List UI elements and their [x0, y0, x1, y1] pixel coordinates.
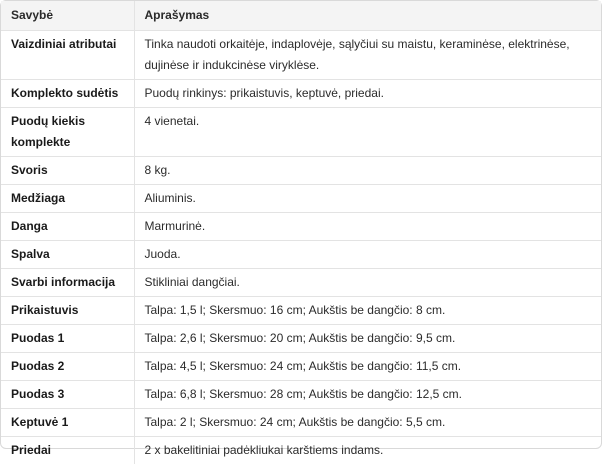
row-description: Marmurinė.	[134, 213, 601, 241]
table-row	[1, 353, 601, 381]
row-description: Aliuminis.	[134, 185, 601, 213]
row-description: 4 vienetai.	[134, 108, 601, 157]
table-row	[1, 437, 601, 464]
row-description: Tinka naudoti orkaitėje, indaplovėje, sąlyčiui su maistu, keraminėse, elektrinėse, dujinėse ir indukcinėse viryklėse.	[134, 31, 601, 80]
row-property: Svoris	[1, 157, 134, 185]
row-description: 2 x bakelitiniai padėkliukai karštiems indams.	[134, 437, 601, 464]
row-property: Puodas 1	[1, 325, 134, 353]
row-property: Vaizdiniai atributai	[1, 31, 134, 80]
table-row	[1, 269, 601, 297]
spec-table	[1, 1, 601, 464]
row-property: Danga	[1, 213, 134, 241]
row-property: Medžiaga	[1, 185, 134, 213]
header-property: Savybė	[1, 1, 134, 31]
header-description: Aprašymas	[134, 1, 601, 31]
row-description: Stikliniai dangčiai.	[134, 269, 601, 297]
row-description: Juoda.	[134, 241, 601, 269]
table-row	[1, 31, 601, 80]
row-property: Puodas 3	[1, 381, 134, 409]
row-description: Talpa: 2 l; Skersmuo: 24 cm; Aukštis be dangčio: 5,5 cm.	[134, 409, 601, 437]
row-property: Puodas 2	[1, 353, 134, 381]
row-property: Puodų kiekis komplekte	[1, 108, 134, 157]
table-body	[1, 31, 601, 464]
row-property: Komplekto sudėtis	[1, 80, 134, 108]
row-description: Talpa: 4,5 l; Skersmuo: 24 cm; Aukštis be dangčio: 11,5 cm.	[134, 353, 601, 381]
table-row	[1, 325, 601, 353]
table-row	[1, 297, 601, 325]
row-property: Prikaistuvis	[1, 297, 134, 325]
table-row	[1, 80, 601, 108]
row-description: Talpa: 1,5 l; Skersmuo: 16 cm; Aukštis be dangčio: 8 cm.	[134, 297, 601, 325]
row-description: Puodų rinkinys: prikaistuvis, keptuvė, priedai.	[134, 80, 601, 108]
table-row	[1, 185, 601, 213]
row-description: 8 kg.	[134, 157, 601, 185]
row-property: Svarbi informacija	[1, 269, 134, 297]
row-description: Talpa: 6,8 l; Skersmuo: 28 cm; Aukštis be dangčio: 12,5 cm.	[134, 381, 601, 409]
table-row	[1, 157, 601, 185]
row-property: Spalva	[1, 241, 134, 269]
table-row	[1, 108, 601, 157]
row-property: Keptuvė 1	[1, 409, 134, 437]
header-row	[1, 1, 601, 31]
row-description: Talpa: 2,6 l; Skersmuo: 20 cm; Aukštis be dangčio: 9,5 cm.	[134, 325, 601, 353]
table-row	[1, 409, 601, 437]
table-header	[1, 1, 601, 31]
table-row	[1, 213, 601, 241]
table-row	[1, 241, 601, 269]
row-property: Priedai	[1, 437, 134, 464]
table-row	[1, 381, 601, 409]
